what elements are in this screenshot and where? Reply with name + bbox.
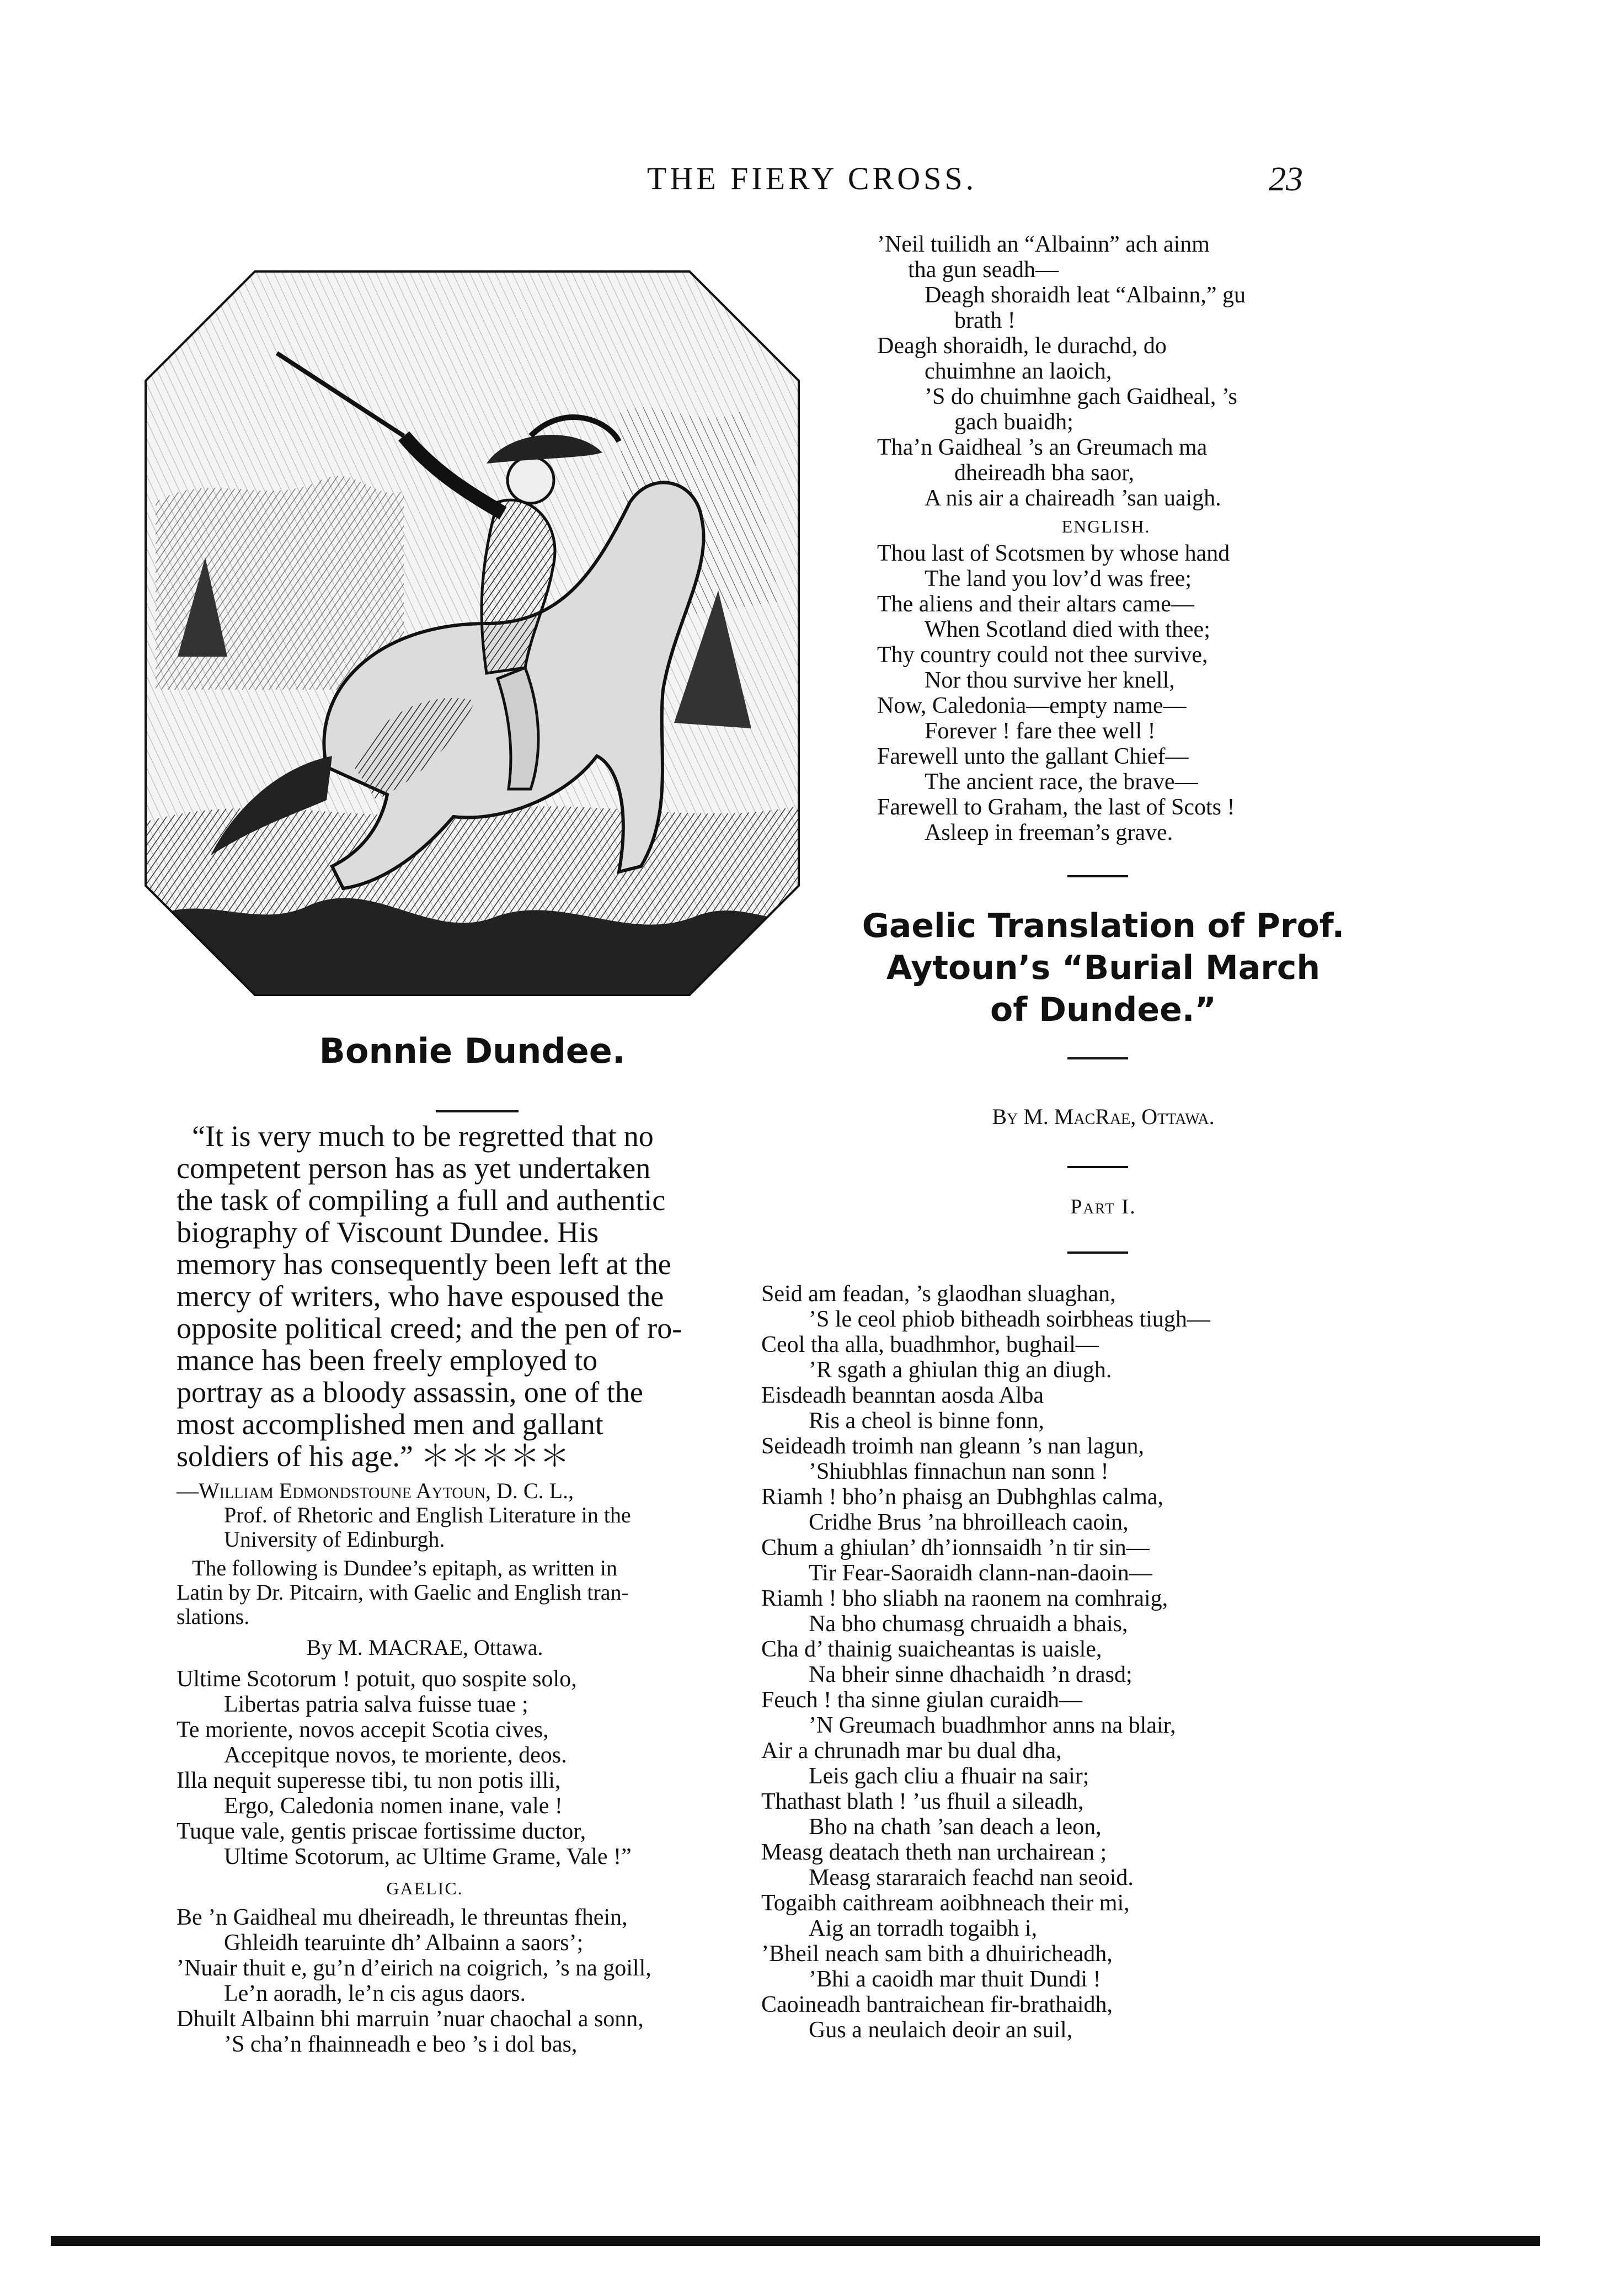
poem-line: ’Bheil neach sam bith a dhuiricheadh, — [761, 1941, 1113, 1967]
byline-rule — [1067, 1166, 1128, 1168]
poem-line: ’Bhi a caoidh mar thuit Dundi ! — [809, 1967, 1101, 1992]
gaelic-cont-line: chuimhne an laoich, — [925, 359, 1112, 384]
quote-line: mercy of writers, who have espoused the — [177, 1280, 664, 1313]
poem-line: Eisdeadh beanntan aosda Alba — [761, 1383, 1044, 1408]
attribution-line: Prof. of Rhetoric and English Literature in the — [224, 1503, 631, 1527]
burial-march-heading — [861, 905, 1346, 1031]
gaelic-epitaph — [177, 1905, 745, 2057]
quote-line: biography of Viscount Dundee. His — [177, 1216, 599, 1249]
poem-line: ’R sgath a ghiulan thig an diugh. — [809, 1357, 1112, 1383]
quote-line: most accomplished men and gallant — [177, 1408, 603, 1441]
poem-line: Cridhe Brus ’na bhroilleach caoin, — [809, 1510, 1129, 1535]
heading-line: Aytoun’s “Burial March — [886, 949, 1321, 987]
intro-line: Latin by Dr. Pitcairn, with Gaelic and English tran- — [177, 1580, 629, 1605]
gaelic-cont-line: ’Neil tuilidh an “Albainn” ach ainm — [877, 232, 1210, 257]
poem-line: Seid am feadan, ’s glaodhan sluaghan, — [761, 1281, 1116, 1307]
quote-line: competent person has as yet undertaken — [177, 1152, 651, 1185]
intro-line: The following is Dundee’s epitaph, as written in — [192, 1556, 617, 1580]
poem-line: ’N Greumach buadhmhor anns na blair, — [809, 1713, 1176, 1738]
gaelic-cont-line: tha gun seadh— — [908, 257, 1059, 283]
english-line: The ancient race, the brave— — [925, 769, 1198, 795]
latin-line: Ergo, Caledonia nomen inane, vale ! — [224, 1793, 563, 1819]
latin-line: Ultime Scotorum ! potuit, quo sospite solo, — [177, 1666, 577, 1692]
gaelic-line: Be ’n Gaidheal mu dheireadh, le threuntas fhein, — [177, 1905, 628, 1930]
page-number: 23 — [1269, 161, 1303, 198]
quote-line: “It is very much to be regretted that no — [192, 1120, 654, 1153]
quote-line: soldiers of his age.” ＊＊＊＊＊ — [177, 1440, 570, 1473]
page-bottom-rule — [51, 2236, 1540, 2246]
gaelic-line: ’S cha’n fhainneadh e beo ’s i dol bas, — [224, 2032, 578, 2057]
english-line: When Scotland died with thee; — [925, 617, 1210, 642]
heading-rule — [1067, 1057, 1128, 1059]
english-line: Now, Caledonia—empty name— — [877, 693, 1187, 718]
poem-line: Air a chrunadh mar bu dual dha, — [761, 1738, 1062, 1764]
quote-line: portray as a bloody assassin, one of the — [177, 1376, 643, 1409]
quote-line: opposite political creed; and the pen of ro- — [177, 1312, 682, 1345]
gaelic-cont-line: Deagh shoraidh leat “Albainn,” gu — [925, 283, 1246, 308]
title-rule — [436, 1110, 519, 1112]
english-line: Thou last of Scotsmen by whose hand — [877, 541, 1230, 566]
gaelic-cont-line: A nis air a chaireadh ’san uaigh. — [925, 486, 1221, 511]
gaelic-line: Ghleidh tearuinte dh’ Albainn a saors’; — [224, 1930, 584, 1956]
attribution — [177, 1479, 739, 1552]
poem-line: Leis gach cliu a fhuair na sair; — [809, 1764, 1089, 1789]
heading-line: of Dundee.” — [990, 990, 1216, 1029]
gaelic-epitaph-continued — [877, 232, 1335, 511]
gaelic-cont-line: gach buaidh; — [954, 409, 1073, 435]
latin-line: Illa nequit superesse tibi, tu non potis illi, — [177, 1768, 561, 1793]
gaelic-cont-line: ’S do chuimhne gach Gaidheal, ’s — [925, 384, 1237, 409]
english-epitaph — [877, 541, 1335, 845]
poem-line: Riamh ! bho sliabh na raonem na comhraig, — [761, 1586, 1168, 1611]
poem-line: Thathast blath ! ’us fhuil a sileadh, — [761, 1789, 1084, 1814]
poem-line: Cha d’ thainig suaicheantas is uaisle, — [761, 1637, 1102, 1662]
poem-line: Togaibh caithream aoibhneach their mi, — [761, 1890, 1130, 1916]
poem-line: Bho na chath ’san deach a leon, — [809, 1814, 1102, 1840]
poem-line: ’S le ceol phiob bitheadh soirbheas tiugh— — [809, 1307, 1210, 1332]
gaelic-label: GAELIC. — [386, 1878, 463, 1898]
poem-line: Riamh ! bho’n phaisg an Dubhghlas calma, — [761, 1484, 1164, 1510]
latin-epitaph — [177, 1666, 739, 1869]
english-label: ENGLISH. — [1061, 516, 1151, 536]
aytoun-quote — [177, 1120, 731, 1472]
cavalier-engraving-svg — [145, 270, 800, 996]
intro-line: slations. — [177, 1604, 250, 1629]
poem-line: Measg deatach theth nan urchairean ; — [761, 1840, 1107, 1865]
engraving-illustration — [145, 270, 800, 996]
english-line: Farewell unto the gallant Chief— — [877, 744, 1189, 769]
burial-march-poem — [761, 1281, 1340, 2043]
gaelic-line: ’Nuair thuit e, gu’n d’eirich na coigrich, ’s na goill, — [177, 1956, 651, 1981]
english-line: Nor thou survive her knell, — [925, 668, 1175, 693]
poem-line: Caoineadh bantraichean fir-brathaidh, — [761, 1992, 1113, 2017]
gaelic-cont-line: Deagh shoraidh, le durachd, do — [877, 333, 1167, 359]
latin-line: Accepitque novos, te moriente, deos. — [224, 1743, 567, 1768]
poem-line: Tir Fear-Saoraidh clann-nan-daoin— — [809, 1560, 1152, 1586]
gaelic-cont-line: Tha’n Gaidheal ’s an Greumach ma — [877, 435, 1208, 460]
poem-line: Measg stararaich feachd nan seoid. — [809, 1865, 1134, 1890]
section-rule — [1067, 875, 1128, 877]
english-line: Farewell to Graham, the last of Scots ! — [877, 795, 1235, 820]
gaelic-line: Dhuilt Albainn bhi marruin ’nuar chaochal a sonn, — [177, 2006, 644, 2032]
english-line: The land you lov’d was free; — [925, 566, 1192, 592]
gaelic-line: Le’n aoradh, le’n cis agus daors. — [224, 1981, 526, 2006]
quote-line: mance has been freely employed to — [177, 1344, 598, 1377]
poem-line: Feuch ! tha sinne giulan curaidh— — [761, 1687, 1083, 1713]
poem-line: Seideadh troimh nan gleann ’s nan lagun, — [761, 1434, 1145, 1459]
poem-line: Na bho chumasg chruaidh a bhais, — [809, 1611, 1128, 1637]
gaelic-cont-line: dheireadh bha saor, — [954, 460, 1135, 486]
bonnie-dundee-title: Bonnie Dundee. — [319, 1031, 626, 1071]
latin-line: Libertas patria salva fuisse tuae ; — [224, 1692, 528, 1717]
epitaph-intro — [177, 1556, 739, 1629]
left-byline: By M. MACRAE, Ottawa. — [306, 1635, 543, 1660]
heading-line: Gaelic Translation of Prof. — [862, 907, 1345, 945]
part-rule — [1067, 1251, 1128, 1254]
attribution-line: University of Edinburgh. — [224, 1527, 445, 1552]
poem-line: ’Shiubhlas finnachun nan sonn ! — [809, 1459, 1109, 1484]
attribution-line: —William Edmondstoune Aytoun, D. C. L., — [177, 1478, 574, 1503]
poem-line: Ris a cheol is binne fonn, — [809, 1408, 1044, 1434]
running-title: THE FIERY CROSS. — [647, 161, 977, 196]
poem-line: Aig an torradh togaibh i, — [809, 1916, 1038, 1941]
poem-line: Ceol tha alla, buadhmhor, bughail— — [761, 1332, 1099, 1357]
english-line: Thy country could not thee survive, — [877, 642, 1208, 668]
poem-line: Gus a neulaich deoir an suil, — [809, 2017, 1073, 2043]
latin-line: Ultime Scotorum, ac Ultime Grame, Vale !” — [224, 1844, 632, 1869]
part-label: Part I. — [1070, 1195, 1136, 1218]
english-line: Asleep in freeman’s grave. — [925, 820, 1173, 845]
quote-line: memory has consequently been left at the — [177, 1248, 671, 1281]
quote-line: the task of compiling a full and authentic — [177, 1184, 666, 1217]
english-line: Forever ! fare thee well ! — [925, 718, 1156, 744]
english-line: The aliens and their altars came— — [877, 592, 1194, 617]
latin-line: Te moriente, novos accepit Scotia cives, — [177, 1717, 549, 1743]
gaelic-cont-line: brath ! — [954, 308, 1016, 333]
poem-line: Na bheir sinne dhachaidh ’n drasd; — [809, 1662, 1132, 1687]
latin-line: Tuque vale, gentis priscae fortissime ductor, — [177, 1819, 586, 1844]
right-byline: By M. MacRae, Ottawa. — [992, 1104, 1215, 1129]
poem-line: Chum a ghiulan’ dh’ionnsaidh ’n tir sin— — [761, 1535, 1150, 1560]
